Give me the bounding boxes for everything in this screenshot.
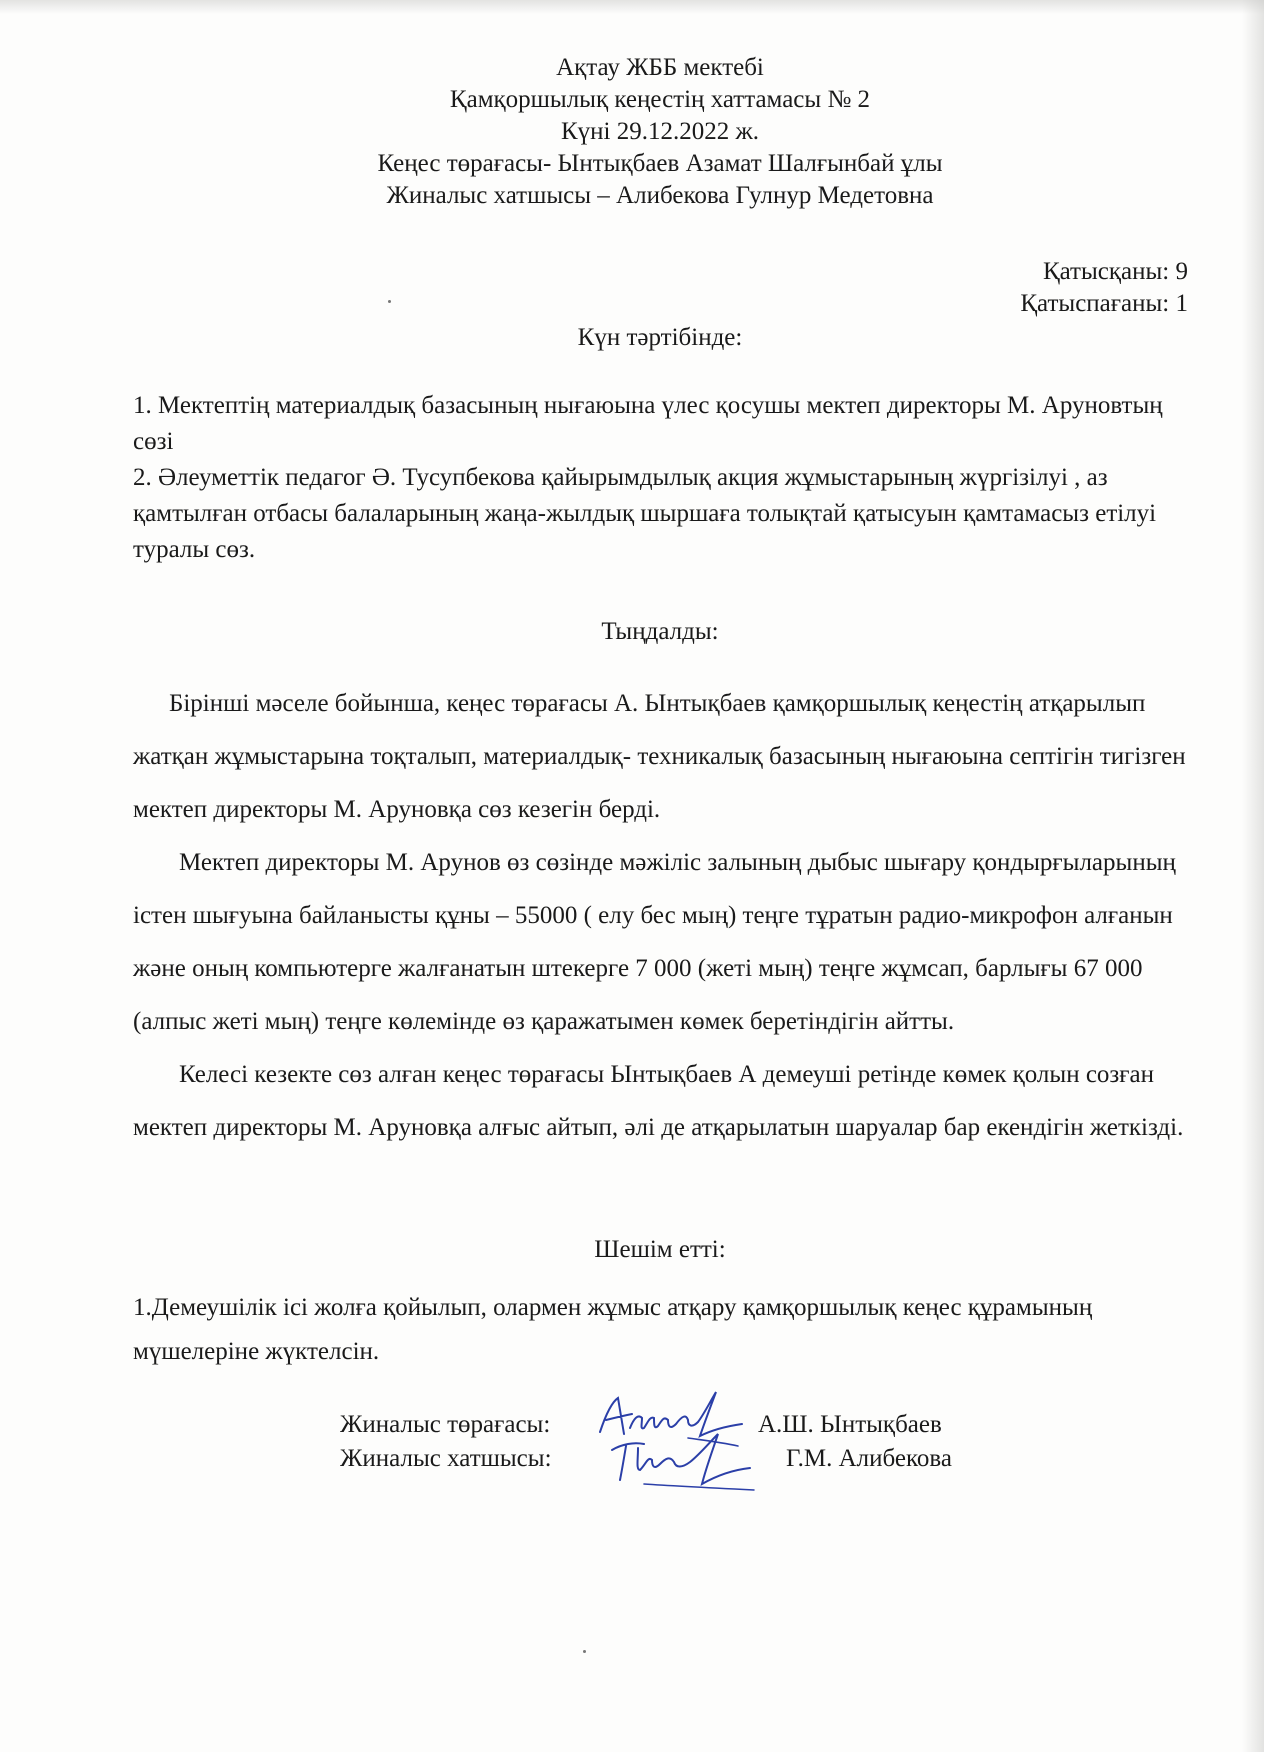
protocol-title: Қамқоршылық кеңестің хаттамасы № 2 [449, 86, 871, 113]
decision-title: Шешім етті: [594, 1236, 726, 1263]
document-header [0, 52, 1264, 212]
heard-paragraph: Мектеп директоры М. Арунов өз сөзінде мәжіліс залының дыбыс шығару қондырғыларының істен шығуына байланысты құны – 55000 ( елу бес мың) теңге тұратын радио-микрофон алғанын және оның компьютерге жалғанатын штекерге 7 000 (жеті мың) теңге жұмсап, барлығы 67 000 (алпыс жеті мың) теңге көлемінде өз қаражатымен көмек беретіндігін айтты. [133, 849, 1176, 1035]
attendance-absent: Қатыспағаны: 1 [1020, 290, 1188, 317]
scan-speck [388, 300, 391, 303]
secretary-role: Жиналыс хатшысы: [340, 1445, 552, 1472]
secretary-name: Г.М. Алибекова [786, 1445, 952, 1472]
heard-title: Тыңдалды: [601, 618, 719, 645]
attendance-present: Қатысқаны: 9 [1042, 258, 1188, 285]
meeting-secretary: Жиналыс хатшысы – Алибекова Гулнур Медетовна [386, 182, 934, 209]
decision-text: 1.Демеушілік ісі жолға қойылып, олармен жұмыс атқару қамқоршылық кеңес құрамының мүшелеріне жүктелсін. [133, 1294, 1093, 1365]
scan-shadow-right [1242, 0, 1264, 1752]
agenda-title: Күн тәртібінде: [577, 324, 743, 351]
heard-section [133, 677, 1193, 1154]
attendance-block [1020, 256, 1188, 320]
chair-role: Жиналыс төрағасы: [340, 1411, 551, 1438]
chair-name: А.Ш. Ынтықбаев [758, 1411, 942, 1438]
heard-paragraph: Бірінші мәселе бойынша, кеңес төрағасы А. Ынтықбаев қамқоршылық кеңестің атқарылып жатқан жұмыстарына тоқталып, материалдық- техникалық базасының нығаюына септігін тигізген мектеп директоры М. Аруновқа сөз кезегін берді. [133, 690, 1186, 823]
agenda-item: 1. Мектептің материалдық базасының нығаюына үлес қосушы мектеп директоры М. Аруновтың сөзі [133, 392, 1163, 455]
protocol-date: Күні 29.12.2022 ж. [560, 118, 760, 145]
decision-section [133, 1286, 1193, 1374]
secretary-signature-icon [604, 1424, 764, 1496]
agenda-list [133, 388, 1193, 568]
council-chair: Кеңес төрағасы- Ынтықбаев Азамат Шалғынбай ұлы [377, 150, 943, 177]
agenda-item: 2. Әлеуметтік педагог Ә. Тусупбекова қайырымдылық акция жұмыстарының жүргізілуі , аз қамтылған отбасы балаларының жаңа-жылдық шыршаға толықтай қатысуын қамтамасыз етілуі туралы сөз. [133, 464, 1157, 563]
scan-speck [583, 1650, 586, 1653]
scan-shadow-top [0, 0, 1264, 14]
heard-paragraph: Келесі кезекте сөз алған кеңес төрағасы Ынтықбаев А демеуші ретінде көмек қолын созған мектеп директоры М. Аруновқа алғыс айтып, әлі де атқарылатын шаруалар бар екендігін жеткізді. [133, 1061, 1184, 1141]
school-name: Ақтау ЖББ мектебі [556, 54, 764, 81]
